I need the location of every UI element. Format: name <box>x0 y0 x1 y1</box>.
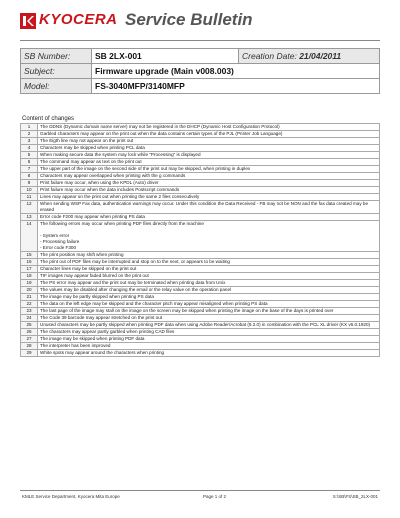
change-number: 1 <box>21 124 38 131</box>
creation-date-value: 21/04/2011 <box>299 51 342 61</box>
change-number: 25 <box>21 322 38 329</box>
change-number: 10 <box>21 187 38 194</box>
change-row <box>21 173 380 180</box>
change-number: 19 <box>21 280 38 287</box>
change-number: 18 <box>21 273 38 280</box>
change-row <box>21 221 380 252</box>
page-title: Service Bulletin <box>125 10 253 29</box>
change-description: Error code F200 may appear when printing PS data <box>38 214 380 221</box>
change-number: 3 <box>21 138 38 145</box>
change-number: 14 <box>21 221 38 252</box>
change-row <box>21 180 380 187</box>
change-row <box>21 152 380 159</box>
change-row <box>21 273 380 280</box>
change-number: 17 <box>21 266 38 273</box>
change-row <box>21 308 380 315</box>
change-description: The image may be partly skipped when printing PS data <box>38 294 380 301</box>
change-description: The interpreter has been improved <box>38 343 380 350</box>
change-description: Print failure may occur, when using the KPDL (Auto) driver <box>38 180 380 187</box>
change-row <box>21 287 380 294</box>
sb-number-value: SB 2LX-001 <box>92 49 239 64</box>
change-number: 29 <box>21 350 38 357</box>
change-number: 22 <box>21 301 38 308</box>
change-number: 8 <box>21 173 38 180</box>
change-number: 21 <box>21 294 38 301</box>
change-number: 26 <box>21 329 38 336</box>
change-description: The Code 39 barcode may appear stretched on the print out <box>38 315 380 322</box>
change-number: 20 <box>21 287 38 294</box>
change-number: 6 <box>21 159 38 166</box>
change-row <box>21 294 380 301</box>
footer-department: KMLE Service Department, Kyocera Mita Europe <box>22 494 120 499</box>
footer-page-number: Page 1 of 2 <box>203 494 227 499</box>
change-description: The values may be disabled after changing the email or the relay value on the operation panel <box>38 287 380 294</box>
sb-number-label: SB Number: <box>21 49 92 64</box>
change-row <box>21 166 380 173</box>
change-row <box>21 329 380 336</box>
change-row <box>21 187 380 194</box>
change-number: 13 <box>21 214 38 221</box>
change-description: Garbled characters may appear on the print out when the data contains certain types of the PJL (Printer Job Language) <box>38 131 380 138</box>
change-description: When sending WSP Fax data, authentication warnings may occur. Under this condition the Data Received - FB may not be NON and the fax data created may be erased <box>38 201 380 214</box>
model-value: FS-3040MFP/3140MFP <box>92 79 380 94</box>
change-description: The last page of the image may stall on the image on the screen may be skipped when printing the image on the base of the days is printed over <box>38 308 380 315</box>
change-description: The print position may shift when printing <box>38 252 380 259</box>
change-row <box>21 131 380 138</box>
change-row <box>21 350 380 357</box>
change-row <box>21 336 380 343</box>
change-description: The Eigth line may not appear on the print out <box>38 138 380 145</box>
change-row <box>21 214 380 221</box>
change-row <box>21 252 380 259</box>
change-number: 11 <box>21 194 38 201</box>
change-row <box>21 201 380 214</box>
change-number: 28 <box>21 343 38 350</box>
bulletin-header <box>20 10 380 38</box>
change-row <box>21 280 380 287</box>
change-number: 24 <box>21 315 38 322</box>
change-description: Unused characters may be partly skipped when printing PDF data when using Adobe Reader/Acrobat (9.2.0) in combination with the PCL XL driver (KX v6.0.1920) <box>38 322 380 329</box>
change-row <box>21 322 380 329</box>
logo-text: KYOCERA <box>39 11 118 28</box>
footer-reference: S:\SB\FS\SB_2LX-001 <box>332 494 378 499</box>
change-description: The command may appear as text on the print out <box>38 159 380 166</box>
change-description: When making secure data the system may lock while "Processing" is displayed <box>38 152 380 159</box>
change-description: The print out of PDF files may be interrupted and stop on to the next, or appears to be waiting <box>38 259 380 266</box>
change-number: 16 <box>21 259 38 266</box>
change-number: 4 <box>21 145 38 152</box>
change-number: 27 <box>21 336 38 343</box>
bulletin-meta-table <box>20 48 380 94</box>
change-description: The PS error may appear and the print out may be terminated when printing data from Unix <box>38 280 380 287</box>
change-description: The characters may appear partly garbled when printing CAD files <box>38 329 380 336</box>
creation-date-cell <box>239 49 380 64</box>
model-label: Model: <box>21 79 92 94</box>
change-number: 2 <box>21 131 38 138</box>
changes-table <box>20 123 380 357</box>
change-description: The image may be skipped when printing PDF data <box>38 336 380 343</box>
change-description: White spots may appear around the characters when printing <box>38 350 380 357</box>
change-row <box>21 138 380 145</box>
change-row <box>21 343 380 350</box>
change-row <box>21 159 380 166</box>
change-row <box>21 259 380 266</box>
creation-date-label: Creation Date: <box>242 51 297 61</box>
change-description: TIF images may appear faded blurred on the print out <box>38 273 380 280</box>
change-row <box>21 266 380 273</box>
change-row <box>21 315 380 322</box>
kyocera-logo-icon <box>20 13 36 29</box>
change-number: 5 <box>21 152 38 159</box>
change-row <box>21 301 380 308</box>
header-divider <box>20 40 380 41</box>
footer-divider <box>20 490 380 491</box>
change-row <box>21 145 380 152</box>
change-description: Characters may be skipped when printing PCL data <box>38 145 380 152</box>
change-description: Character lines may be skipped on the print out <box>38 266 380 273</box>
change-row <box>21 194 380 201</box>
change-description: The DDNS (Dynamic domain name server) may not be registered in the DHCP (Dynamic Host Configuration Protocol) <box>38 124 380 131</box>
change-number: 9 <box>21 180 38 187</box>
change-description: The upper part of the image on the second side of the print out may be skipped, when printing in duplex <box>38 166 380 173</box>
change-number: 15 <box>21 252 38 259</box>
changes-title: Content of changes <box>22 116 75 122</box>
change-description: Lines may appear on the print out when printing the same 2 files consecutively <box>38 194 380 201</box>
change-description: Print failure may occur when the data includes Postscript commands <box>38 187 380 194</box>
change-number: 7 <box>21 166 38 173</box>
change-number: 12 <box>21 201 38 214</box>
subject-value: Firmware upgrade (Main v008.003) <box>92 64 380 79</box>
change-description: Characters may appear overlapped when printing with the g commands <box>38 173 380 180</box>
subject-label: Subject: <box>21 64 92 79</box>
change-row <box>21 124 380 131</box>
change-number: 23 <box>21 308 38 315</box>
change-description: The following errors may occur when printing PDF files directly from the machine - System error - Processing failure - Error code F300 <box>38 221 380 252</box>
change-description: The data on the left edge may be skipped and the character pitch may appear misaligned when printing PS data <box>38 301 380 308</box>
